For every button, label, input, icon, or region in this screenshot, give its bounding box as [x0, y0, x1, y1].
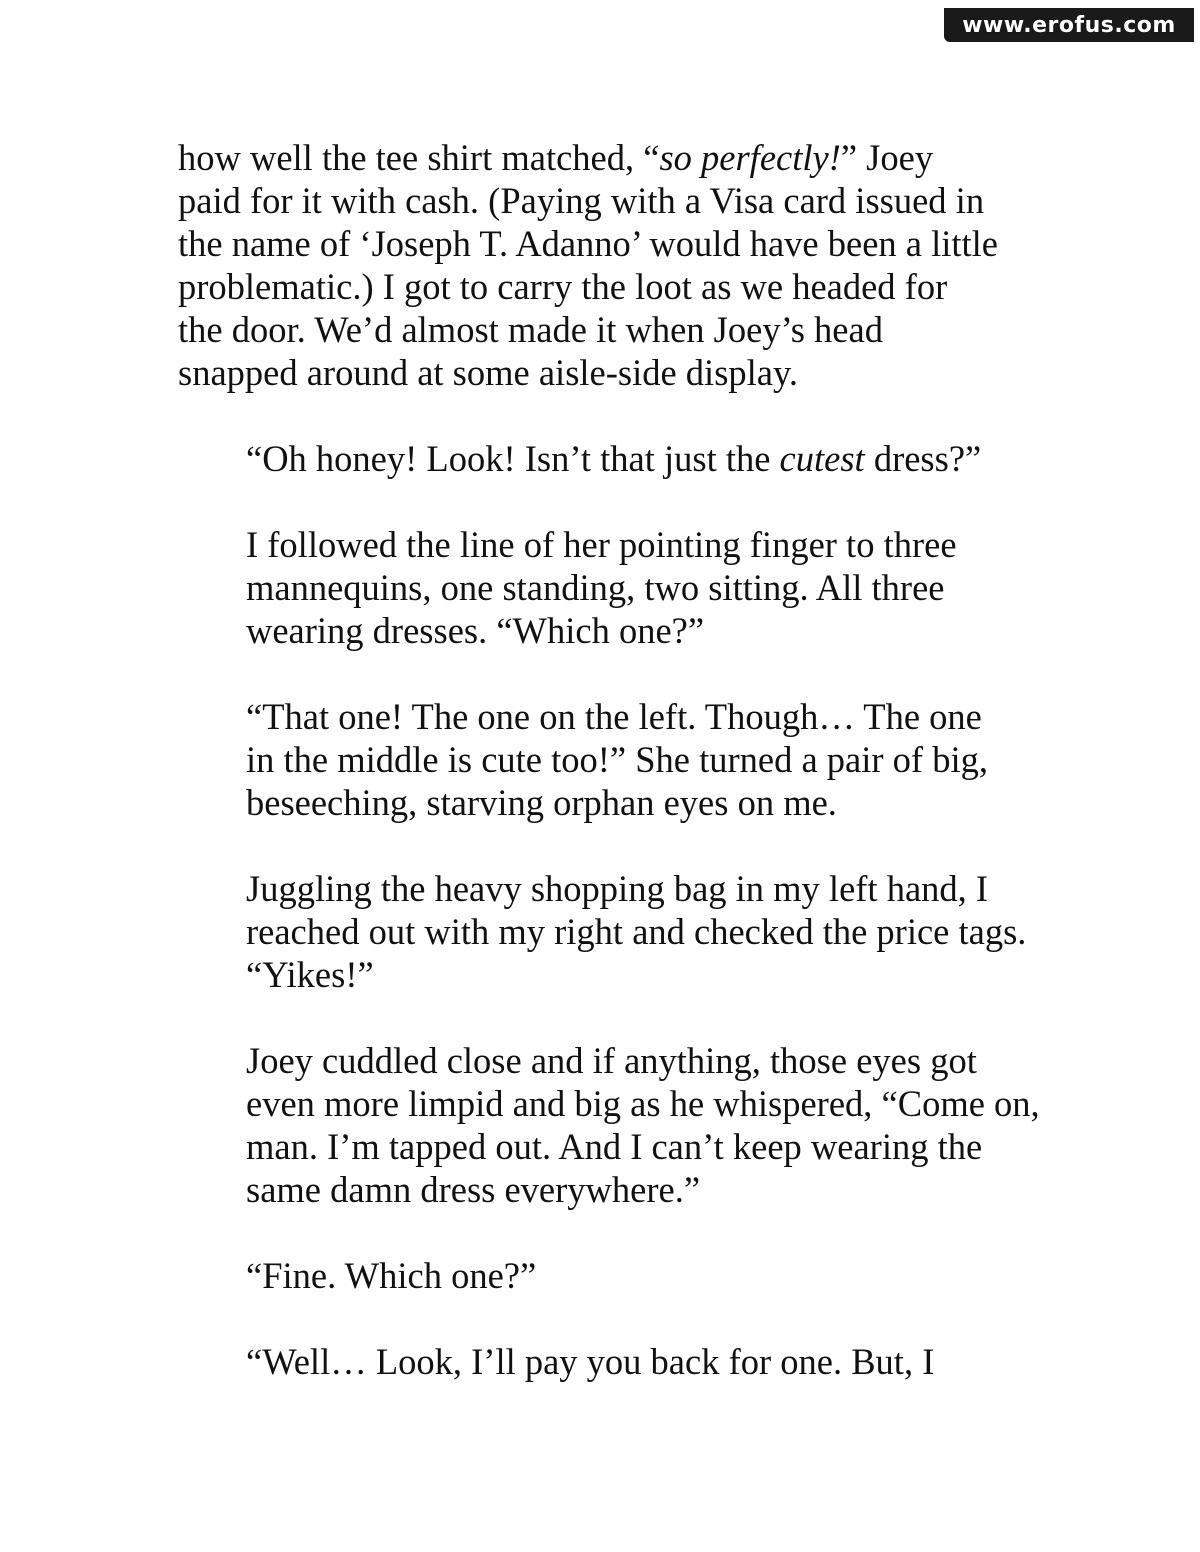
paragraph-p3: [178, 523, 1058, 652]
text-line: [178, 910, 1058, 953]
text-line: [178, 136, 1058, 179]
text-run: even more limpid and big as he whispered, “Come on,: [246, 1083, 1040, 1124]
text-run: beseeching, starving orphan eyes on me.: [246, 782, 837, 823]
text-run: wearing dresses. “Which one?”: [246, 610, 705, 651]
text-run: in the middle is cute too!” She turned a pair of big,: [246, 739, 988, 780]
text-run: paid for it with cash. (Paying with a Visa card issued in: [178, 180, 985, 221]
text-line: [178, 609, 1058, 652]
paragraph-p8: [178, 1340, 1058, 1383]
text-line: [178, 523, 1058, 566]
text-line: [178, 1168, 1058, 1211]
text-run: same damn dress everywhere.”: [246, 1169, 701, 1210]
text-run: mannequins, one standing, two sitting. All three: [246, 567, 945, 608]
text-line: [178, 1254, 1058, 1297]
text-run: how well the tee shirt matched, “: [178, 137, 660, 178]
italic-text: cutest: [779, 438, 865, 479]
paragraph-p2: [178, 437, 1058, 480]
text-run: snapped around at some aisle-side display.: [178, 352, 799, 393]
text-line: [178, 1039, 1058, 1082]
text-run: “Oh honey! Look! Isn’t that just the: [246, 438, 780, 479]
text-line: [178, 308, 1058, 351]
text-line: [178, 738, 1058, 781]
text-run: the name of ‘Joseph T. Adanno’ would have been a little: [178, 223, 999, 264]
text-run: Juggling the heavy shopping bag in my left hand, I: [246, 868, 989, 909]
italic-text: so perfectly!: [659, 137, 841, 178]
text-run: Joey cuddled close and if anything, those eyes got: [246, 1040, 977, 1081]
text-line: [178, 437, 1058, 480]
watermark-logo: [944, 8, 1194, 42]
text-run: man. I’m tapped out. And I can’t keep wearing the: [246, 1126, 983, 1167]
text-run: ” Joey: [840, 137, 934, 178]
text-line: [178, 566, 1058, 609]
text-run: “Fine. Which one?”: [246, 1255, 537, 1296]
watermark-text: www.erofus.com: [962, 12, 1176, 38]
text-run: dress?”: [864, 438, 982, 479]
paragraph-p6: [178, 1039, 1058, 1211]
text-line: [178, 953, 1058, 996]
text-run: “Yikes!”: [246, 954, 374, 995]
text-line: [178, 781, 1058, 824]
document-page: [178, 136, 1058, 1383]
text-line: [178, 1082, 1058, 1125]
paragraph-p1: [178, 136, 1058, 394]
paragraph-p4: [178, 695, 1058, 824]
text-line: [178, 351, 1058, 394]
text-line: [178, 867, 1058, 910]
paragraph-p7: [178, 1254, 1058, 1297]
text-run: “That one! The one on the left. Though… The one: [246, 696, 982, 737]
text-line: [178, 1125, 1058, 1168]
text-run: the door. We’d almost made it when Joey’s head: [178, 309, 883, 350]
text-run: reached out with my right and checked the price tags.: [246, 911, 1027, 952]
text-line: [178, 695, 1058, 738]
text-run: problematic.) I got to carry the loot as we headed for: [178, 266, 948, 307]
text-line: [178, 1340, 1058, 1383]
text-run: “Well… Look, I’ll pay you back for one. But, I: [246, 1341, 935, 1382]
text-line: [178, 265, 1058, 308]
text-line: [178, 222, 1058, 265]
text-run: I followed the line of her pointing finger to three: [246, 524, 957, 565]
text-line: [178, 179, 1058, 222]
paragraph-p5: [178, 867, 1058, 996]
